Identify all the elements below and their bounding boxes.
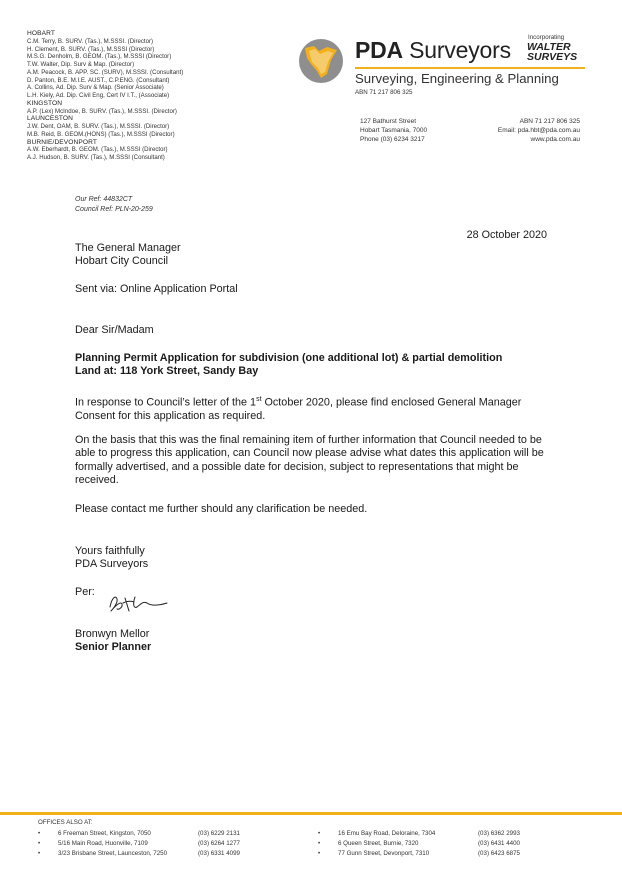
offices-label: OFFICES ALSO AT:	[38, 819, 93, 826]
signer-block	[75, 628, 547, 655]
ordinal-suffix: st	[256, 396, 262, 403]
subject-line2: Land at: 118 York Street, Sandy Bay	[75, 365, 259, 378]
brand-name	[355, 37, 511, 64]
walter-surveys-logo	[527, 42, 581, 62]
paragraph-1-start: In response to Council’s letter of the 1	[75, 396, 257, 409]
address-line2: Hobart Tasmania, 7000	[360, 126, 428, 134]
subject-block	[75, 352, 547, 379]
recipient-line2: Hobart City Council	[75, 255, 169, 268]
paragraph-3: Please contact me further should any clarification be needed.	[75, 503, 368, 515]
bullet-icon: •	[318, 840, 321, 847]
bullet-icon: •	[38, 840, 41, 847]
office-address: 6 Freeman Street, Kingston, 7050	[58, 830, 151, 837]
contact-abn: ABN 71 217 806 325	[519, 118, 580, 125]
contact-block	[498, 118, 580, 144]
closing-line2: PDA Surveyors	[75, 558, 149, 571]
footer-divider	[0, 812, 622, 815]
office-address: 6 Queen Street, Burnie, 7320	[338, 840, 419, 847]
salutation: Dear Sir/Madam	[75, 324, 154, 336]
sent-via: Sent via: Online Application Portal	[75, 283, 238, 295]
per-label: Per:	[75, 586, 95, 598]
staff-member: A.M. Peacock, B. APP. SC. (SURV), M.SSSI. (Consultant)	[27, 68, 184, 76]
office-phone: (03) 6423 6875	[478, 850, 520, 857]
recipient-block	[75, 242, 547, 269]
bullet-icon: •	[38, 850, 41, 857]
staff-group-heading: LAUNCESTON	[27, 115, 73, 123]
brand-name-rest: Surveyors	[402, 37, 511, 63]
office-phone: (03) 6362 2993	[478, 830, 520, 837]
letter-date: 28 October 2020	[466, 229, 547, 241]
recipient-line1: The General Manager	[75, 242, 181, 254]
bullet-icon: •	[38, 830, 41, 837]
staff-group-heading: HOBART	[27, 30, 55, 37]
staff-member: A.J. Hudson, B. SURV. (Tas.), M.SSSI (Consultant)	[27, 154, 165, 161]
our-ref: Our Ref: 44832CT	[75, 196, 133, 203]
paragraph-2: On the basis that this was the final remaining item of further information that Council needed to be able to progress this application, can Council now please advise what dates this application will be formally advertised, and a possible date for decision, subject to representations that might be received.	[75, 434, 544, 487]
staff-group-heading: KINGSTON	[27, 99, 63, 107]
pda-logo-icon	[297, 38, 345, 84]
brand-tagline: Surveying, Engineering & Planning	[355, 71, 559, 86]
office-address: 77 Gunn Street, Devonport, 7310	[338, 850, 430, 857]
closing-block	[75, 545, 547, 572]
staff-member: A.P. (Lex) McIndoe, B. SURV. (Tas.), M.SSSI. (Director)	[27, 107, 177, 115]
staff-member: T.W. Walter, Dip. Surv & Map. (Director)	[27, 61, 135, 68]
office-address: 5/16 Main Road, Huonville, 7109	[58, 840, 148, 847]
council-ref: Council Ref: PLN-20-259	[75, 206, 153, 213]
staff-member: L.H. Kiely, Ad. Dip. Civil Eng, Cert IV I.T., (Associate)	[27, 92, 170, 99]
address-line1: 127 Bathurst Street	[360, 118, 417, 125]
staff-group-heading: BURNIE/DEVONPORT	[27, 138, 97, 146]
staff-member: A. Collins, Ad. Dip. Surv & Map. (Senior Associate)	[27, 84, 164, 92]
office-phone: (03) 6431 4400	[478, 840, 520, 847]
subject-line1: Planning Permit Application for subdivision (one additional lot) & partial demolition	[75, 352, 503, 364]
brand-name-bold: PDA	[355, 37, 403, 63]
handwritten-signature	[107, 589, 171, 615]
walter-line2: SURVEYS	[527, 51, 578, 63]
contact-email[interactable]: Email: pda.hbt@pda.com.au	[497, 126, 580, 134]
walter-line1: WALTER	[527, 41, 571, 53]
staff-member: H. Clement, B. SURV. (Tas.), M.SSSI (Director)	[27, 45, 155, 53]
staff-member: A.W. Eberhardt, B. GEOM. (Tas.), M.SSSI (Director)	[27, 146, 168, 154]
reference-block	[75, 195, 153, 215]
paragraph-1-end: October 2020, please find enclosed General Manager Consent for this application as required.	[75, 396, 522, 422]
address-phone: Phone (03) 6234 3217	[360, 135, 425, 143]
staff-member: J.W. Dent, OAM, B. SURV. (Tas.), M.SSSI. (Director)	[27, 123, 170, 130]
bullet-icon: •	[318, 830, 321, 837]
staff-member: C.M. Terry, B. SURV. (Tas.), M.SSSI. (Director)	[27, 37, 154, 45]
signer-name: Bronwyn Mellor	[75, 628, 150, 640]
closing-line1: Yours faithfully	[75, 545, 145, 557]
paragraph-1	[75, 393, 547, 423]
header-divider	[355, 67, 585, 69]
office-phone: (03) 6229 2131	[198, 830, 240, 837]
office-address: 16 Emu Bay Road, Deloraine, 7304	[338, 830, 436, 837]
incorporating-label: Incorporating	[528, 34, 565, 41]
staff-member: M.B. Reid, B. GEOM.(HONS) (Tas.), M.SSSI (Director)	[27, 130, 175, 138]
staff-list	[27, 30, 242, 162]
staff-member: M.S.G. Denholm, B. GEOM. (Tas.), M.SSSI (Director)	[27, 53, 172, 61]
bullet-icon: •	[318, 850, 321, 857]
office-phone: (03) 6331 4099	[198, 850, 240, 857]
contact-website[interactable]: www.pda.com.au	[530, 135, 580, 143]
office-address	[360, 118, 427, 144]
office-address: 3/23 Brisbane Street, Launceston, 7250	[58, 850, 168, 857]
office-phone: (03) 6264 1277	[198, 840, 240, 847]
brand-abn: ABN 71 217 806 325	[355, 89, 413, 96]
staff-member: D. Panton, B.E. M.I.E. AUST., C.P.ENG. (Consultant)	[27, 76, 170, 84]
signer-title: Senior Planner	[75, 641, 152, 654]
